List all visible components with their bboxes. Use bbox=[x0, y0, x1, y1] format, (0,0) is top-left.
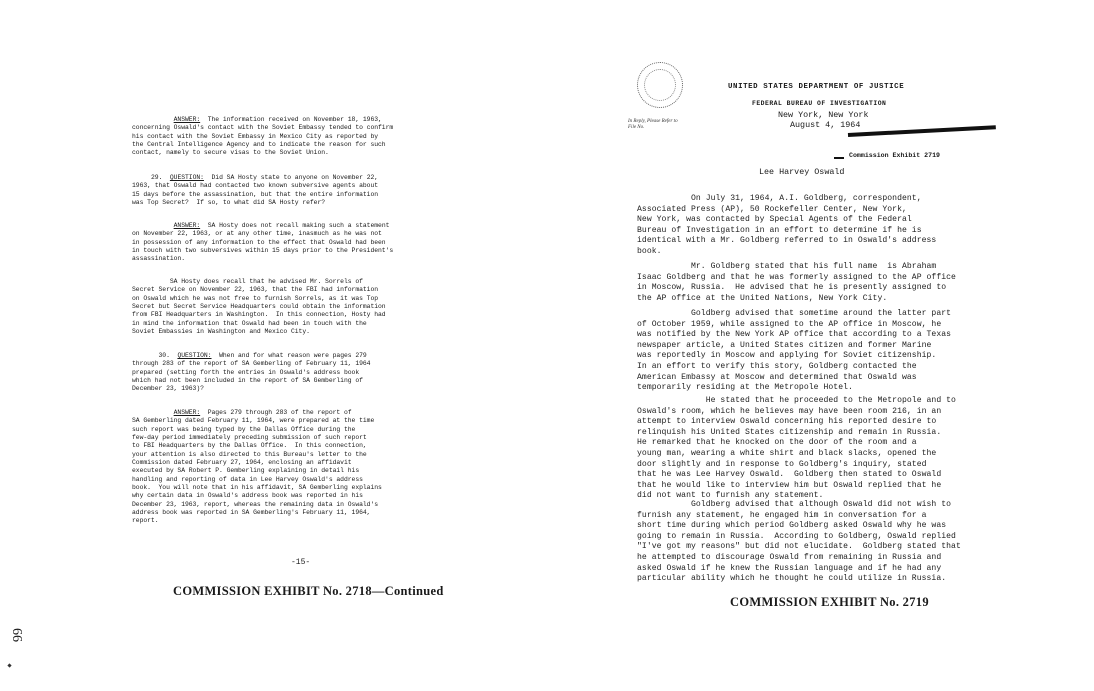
paragraph-text: Goldberg advised that although Oswald did not wish to furnish any statement, he engaged him in conversation for a short time during which period Goldberg asked Oswald why he was going to remain in Russia. According to Goldberg, Oswald replied "I've got my reasons" but did not elucidate. Goldberg stated that he attempted to discourage Oswald from remaining in Russia and asked Oswald if he knew the Russian language and if he had any particular ability which he thought he could utilize in Russia. bbox=[637, 500, 961, 584]
department-heading: UNITED STATES DEPARTMENT OF JUSTICE bbox=[728, 83, 905, 91]
reply-reference-note: In Reply, Please Refer to File No. bbox=[628, 119, 678, 130]
left-paragraph-1 bbox=[132, 116, 393, 158]
bureau-heading: FEDERAL BUREAU OF INVESTIGATION bbox=[752, 100, 887, 107]
question-label: QUESTION: bbox=[169, 174, 204, 181]
question-number: 30. bbox=[158, 352, 178, 359]
paragraph-text: The information received on November 18, 1963, concerning Oswald's contact with the Soviet Embassy tended to confirm his contact with the Soviet Embassy in Mexico City as reported by the Central Intelligence Agency and to indicate the reason for such contact, namely to secure visas to the Soviet Union. bbox=[132, 116, 394, 157]
answer-label: ANSWER: bbox=[173, 116, 201, 123]
paragraph-text: Did SA Hosty state to anyone on November 22, 1963, that Oswald had contacted two known subversive agents about 15 days before the assassination, but that the entire information was Top Secret? If so, to what did SA Hosty refer? bbox=[132, 174, 379, 207]
question-number: 29. bbox=[150, 174, 170, 181]
paragraph-text: He stated that he proceeded to the Metropole and to Oswald's room, which he believes may have been room 216, in an attempt to interview Oswald concerning his reported desire to relinquish his United States citizenship and remain in Russia. He remarked that he knocked on the door of the room and a young man, wearing a white shirt and black slacks, opened the door slightly and in response to Goldberg's inquiry, stated that he was Lee Harvey Oswald. Goldberg then stated to Oswald that he would like to interview him but Oswald replied that he did not want to furnish any statement. bbox=[637, 396, 956, 501]
doj-seal-icon bbox=[637, 62, 683, 108]
left-paragraph-5 bbox=[132, 352, 370, 394]
answer-label: ANSWER: bbox=[173, 409, 201, 416]
page-number: -15- bbox=[291, 558, 311, 567]
question-label: QUESTION: bbox=[177, 352, 212, 359]
redaction-bar bbox=[848, 125, 996, 137]
paragraph-text: On July 31, 1964, A.I. Goldberg, correspondent, Associated Press (AP), 50 Rockefeller Center, New York, New York, was contacted by Special Agents of the Federal Bureau of Investigation in an effort to determine if he is identical with a Mr. Goldberg referred to in Oswald's address book. bbox=[637, 194, 937, 256]
date-line: August 4, 1964 bbox=[790, 120, 861, 130]
left-paragraph-6 bbox=[132, 409, 382, 526]
exhibit-caption-2719: COMMISSION EXHIBIT No. 2719 bbox=[730, 595, 929, 609]
paragraph-text: Goldberg advised that sometime around the latter part of October 1959, while assigned to the AP office in Moscow, he was notified by the New York AP office that according to a Texas newspaper article, a United States citizen and former Marine was reportedly in Moscow and applying for Soviet citizenship. In an effort to verify this story, Goldberg contacted the American Embassy at Moscow and determined that Oswald was temporarily residing at the Metropole Hotel. bbox=[637, 309, 952, 393]
paragraph-text: When and for what reason were pages 279 through 283 of the report of SA Gemberling of February 11, 1964 prepared (setting forth the entries in Oswald's address book which had not been included in the report of SA Gemberling of December 23, 1963)? bbox=[132, 352, 371, 393]
right-paragraph-2 bbox=[637, 262, 956, 304]
right-paragraph-4 bbox=[637, 396, 956, 502]
subject-line: Lee Harvey Oswald bbox=[759, 167, 845, 177]
right-paragraph-1 bbox=[637, 194, 936, 258]
exhibit-caption-2718: COMMISSION EXHIBIT No. 2718—Continued bbox=[173, 584, 444, 598]
paragraph-text: Mr. Goldberg stated that his full name is Abraham Isaac Goldberg and that he was formerly assigned to the AP office in Moscow, Russia. He advised that he is presently assigned to the AP office at the United Nations, New York City. bbox=[637, 262, 956, 303]
left-paragraph-3 bbox=[132, 222, 393, 264]
scan-mark bbox=[7, 663, 11, 667]
exhibit-stamp-2719: Commission Exhibit 2719 bbox=[849, 152, 941, 159]
paragraph-text: SA Hosty does recall that he advised Mr. Sorrels of Secret Service on November 22, 1963, that the FBI had information on Oswald which he was not free to furnish Sorrels, as it was Top Secret but Secret Service Headquarters could obtain the information from FBI Headquarters in Washington. In this connection, Hosty had in mind the information that Oswald had been in touch with the Soviet Embassies in Washington and Mexico City. bbox=[132, 278, 386, 336]
left-paragraph-4 bbox=[132, 278, 386, 336]
answer-label: ANSWER: bbox=[173, 222, 201, 229]
paragraph-text: SA Hosty does not recall making such a statement on November 22, 1963, or at any other time, inasmuch as he was not in possession of any information to the effect that Oswald had been in touch with two subversives within 15 days prior to the President's assassination. bbox=[132, 222, 394, 263]
left-paragraph-2 bbox=[132, 174, 378, 207]
stamp-dash bbox=[834, 157, 844, 159]
right-paragraph-3 bbox=[637, 309, 951, 394]
side-page-number: 66 bbox=[9, 628, 24, 642]
paragraph-text: Pages 279 through 283 of the report of SA Gemberling dated February 11, 1964, were prepared at the time such report was being typed by the Dallas Office during the few-day period immediately preceding submission of such report to FBI Headquarters by the Dallas Office. In this connection, your attention is also directed to this Bureau's letter to the Commission dated February 27, 1964, enclosing an affidavit executed by SA Robert P. Gemberling explaining in detail his handling and reporting of data in Lee Harvey Oswald's address book. You will note that in his affidavit, SA Gemberling explains why certain data in Oswald's address book was reported in his December 23, 1963, report, whereas the remaining data in Oswald's address book was reported in SA Gemberling's February 11, 1964, report. bbox=[132, 409, 382, 525]
city-line: New York, New York bbox=[778, 110, 869, 120]
right-paragraph-5 bbox=[637, 500, 961, 585]
